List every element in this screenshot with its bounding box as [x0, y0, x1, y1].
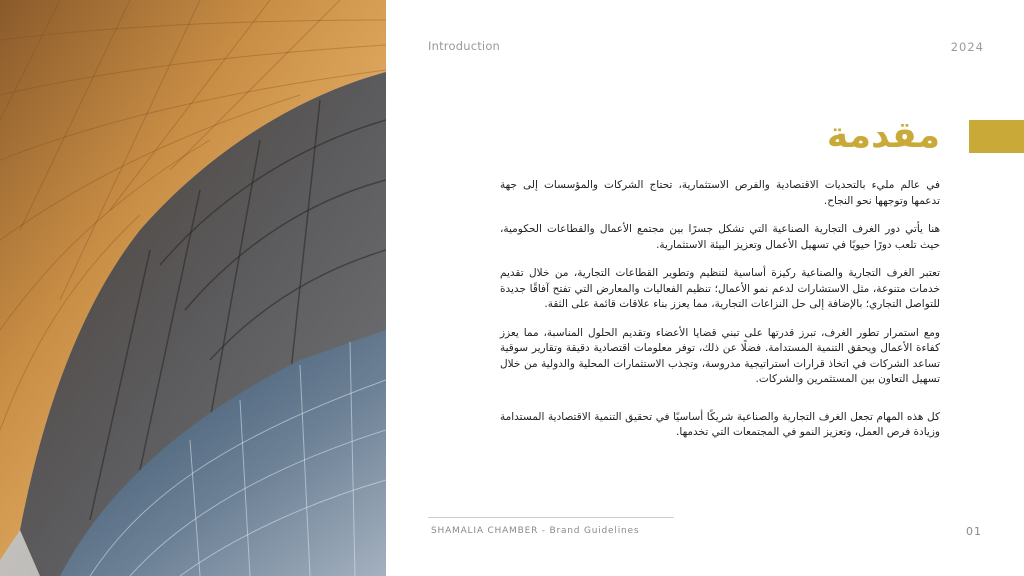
page-title: مقدمة [826, 115, 940, 156]
paragraph: كل هذه المهام تجعل الغرف التجارية والصناعية شريكًا أساسيًا في تحقيق التنمية الاقتصادية المستدامة وزيادة فرص العمل، وتعزيز النمو في المجتمعات التي تخدمها. [500, 410, 940, 438]
accent-bar [969, 120, 1024, 153]
section-label: Introduction [428, 39, 501, 53]
paragraph: تعتبر الغرف التجارية والصناعية ركيزة أساسية لتنظيم وتطوير القطاعات التجارية، من خلال تقديم خدمات متنوعة، مثل الاستشارات لدعم نمو الأعمال؛ تنظيم الفعاليات والمعارض التي تفتح آفاقًا جديدة للتواصل التجاري؛ بالإضافة إلى حل النزاعات التجارية، مما يعزز بناء علاقات قائمة على الثقة. [500, 267, 940, 310]
intro-body [500, 178, 940, 454]
paragraph: في عالم مليء بالتحديات الاقتصادية والفرص الاستثمارية، تحتاج الشركات والمؤسسات إلى جهة تدعمها وتوجهها نحو النجاح. [500, 179, 940, 207]
footer-divider [428, 517, 674, 518]
year-label: 2024 [950, 40, 984, 54]
page-number: 01 [966, 525, 982, 538]
paragraph: ومع استمرار تطور الغرف، تبرز قدرتها على تبني قضايا الأعضاء وتقديم الحلول المناسبة، مما يعزز كفاءة الأعمال ويحقق التنمية المستدامة. فضلًا عن ذلك، توفر معلومات اقتصادية دقيقة وتقارير سوقية تساعد الشركات في اتخاذ قرارات استراتيجية مدروسة، وتجذب الاستثمارات المحلية والدولية من خلال تسهيل التعاون بين المستثمرين والشركات. [500, 326, 940, 385]
architecture-photo [0, 0, 386, 576]
paragraph: هنا يأتي دور الغرف التجارية الصناعية التي تشكل جسرًا بين مجتمع الأعمال والقطاعات الحكومية، حيث تلعب دورًا حيويًا في تسهيل الأعمال وتعزيز البيئة الاستثمارية. [500, 223, 940, 251]
footer-brand-text: SHAMALIA CHAMBER - Brand Guidelines [431, 526, 640, 536]
